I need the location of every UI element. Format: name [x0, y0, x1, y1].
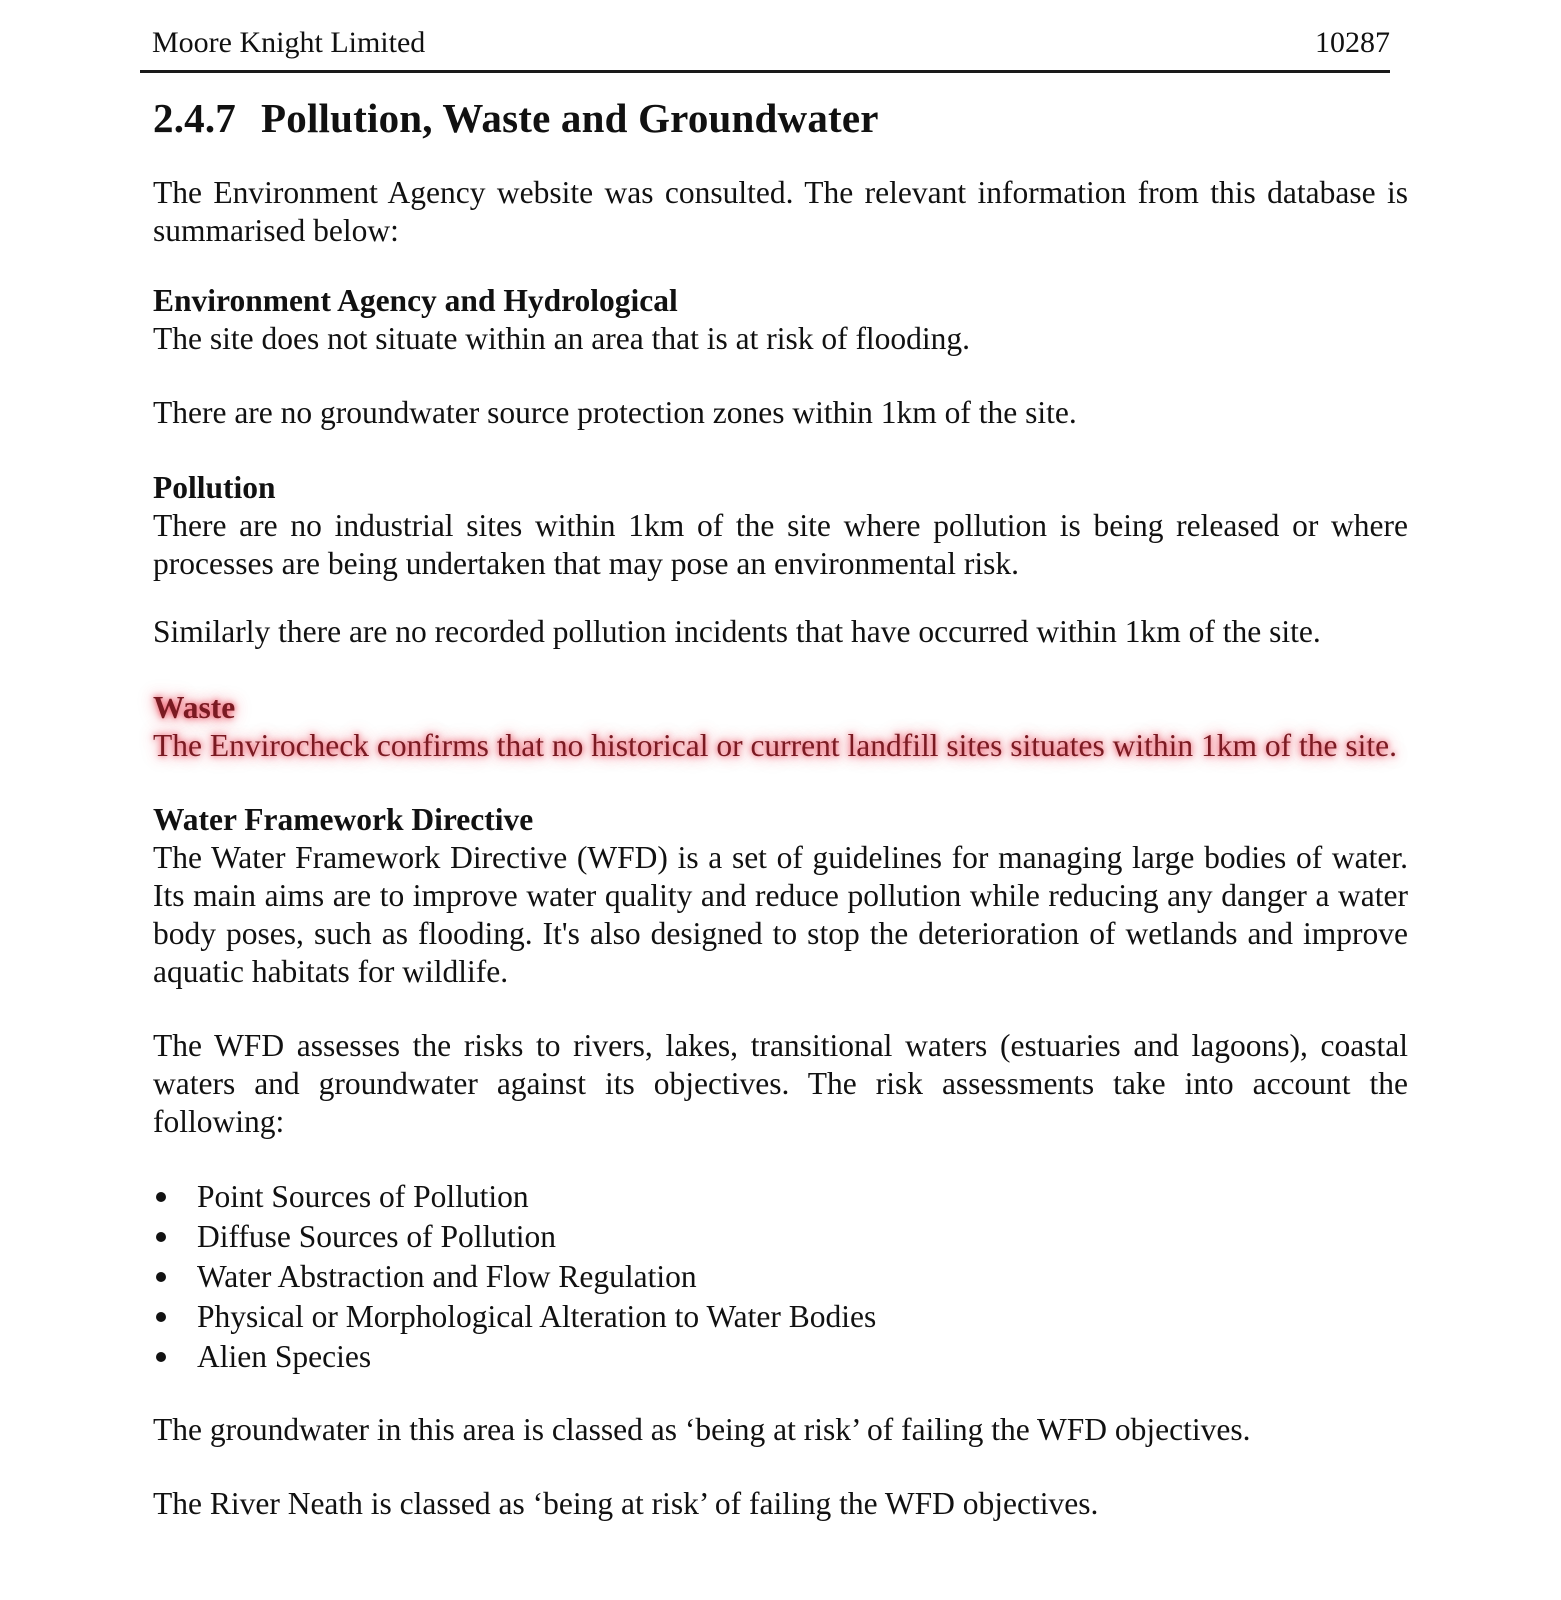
document-number: 10287 — [1315, 26, 1390, 59]
flood-risk-paragraph: The site does not situate within an area that is at risk of flooding. — [153, 321, 971, 356]
section-heading — [153, 92, 1408, 144]
wfd-heading: Water Framework Directive — [153, 802, 534, 837]
industrial-sites-paragraph: There are no industrial sites within 1km of the site where pollution is being released or where processes are being undertaken that may pose an environmental risk. — [153, 508, 1408, 581]
company-name: Moore Knight Limited — [152, 26, 426, 59]
bullet-icon — [156, 1232, 166, 1242]
waste-paragraph: The Envirocheck confirms that no historical or current landfill sites situates within 1km of the site. — [153, 728, 1397, 763]
page-header — [140, 24, 1390, 73]
pollution-incidents-paragraph: Similarly there are no recorded pollution incidents that have occurred within 1km of the site. — [153, 614, 1321, 649]
list-item-text: Point Sources of Pollution — [197, 1179, 529, 1214]
bullet-icon — [156, 1312, 166, 1322]
list-item-text: Alien Species — [197, 1339, 372, 1374]
env-agency-heading: Environment Agency and Hydrological — [153, 283, 678, 318]
wfd-definition-paragraph: The Water Framework Directive (WFD) is a set of guidelines for managing large bodies of water. Its main aims are to improve water quality and reduce pollution while reducing any danger a water body poses, such as flooding. It's also designed to stop the deterioration of wetlands and improve aquatic habitats for wildlife. — [153, 840, 1408, 989]
list-item-text: Diffuse Sources of Pollution — [197, 1219, 557, 1254]
list-item-text: Water Abstraction and Flow Regulation — [197, 1259, 697, 1294]
list-item — [153, 1257, 1408, 1297]
list-item — [153, 1217, 1408, 1257]
list-item-text: Physical or Morphological Alteration to Water Bodies — [197, 1299, 877, 1334]
section-number: 2.4.7 — [153, 95, 236, 141]
list-item — [153, 1337, 1408, 1377]
pollution-heading: Pollution — [153, 470, 276, 505]
section-title: Pollution, Waste and Groundwater — [261, 95, 879, 141]
document-body — [153, 92, 1408, 1523]
bullet-icon — [156, 1272, 166, 1282]
wfd-assessment-paragraph: The WFD assesses the risks to rivers, lakes, transitional waters (estuaries and lagoons), coastal waters and groundwater against its objectives. The risk assessments take into account the following: — [153, 1028, 1408, 1139]
groundwater-risk-paragraph: The groundwater in this area is classed as ‘being at risk’ of failing the WFD objectives. — [153, 1412, 1251, 1447]
intro-paragraph: The Environment Agency website was consulted. The relevant information from this database is summarised below: — [153, 175, 1408, 248]
river-neath-paragraph: The River Neath is classed as ‘being at risk’ of failing the WFD objectives. — [153, 1486, 1099, 1521]
risk-factor-list — [153, 1177, 1408, 1377]
bullet-icon — [156, 1192, 166, 1202]
bullet-icon — [156, 1352, 166, 1362]
list-item — [153, 1177, 1408, 1217]
list-item — [153, 1297, 1408, 1337]
waste-heading: Waste — [153, 690, 236, 725]
groundwater-zones-paragraph: There are no groundwater source protection zones within 1km of the site. — [153, 395, 1077, 430]
